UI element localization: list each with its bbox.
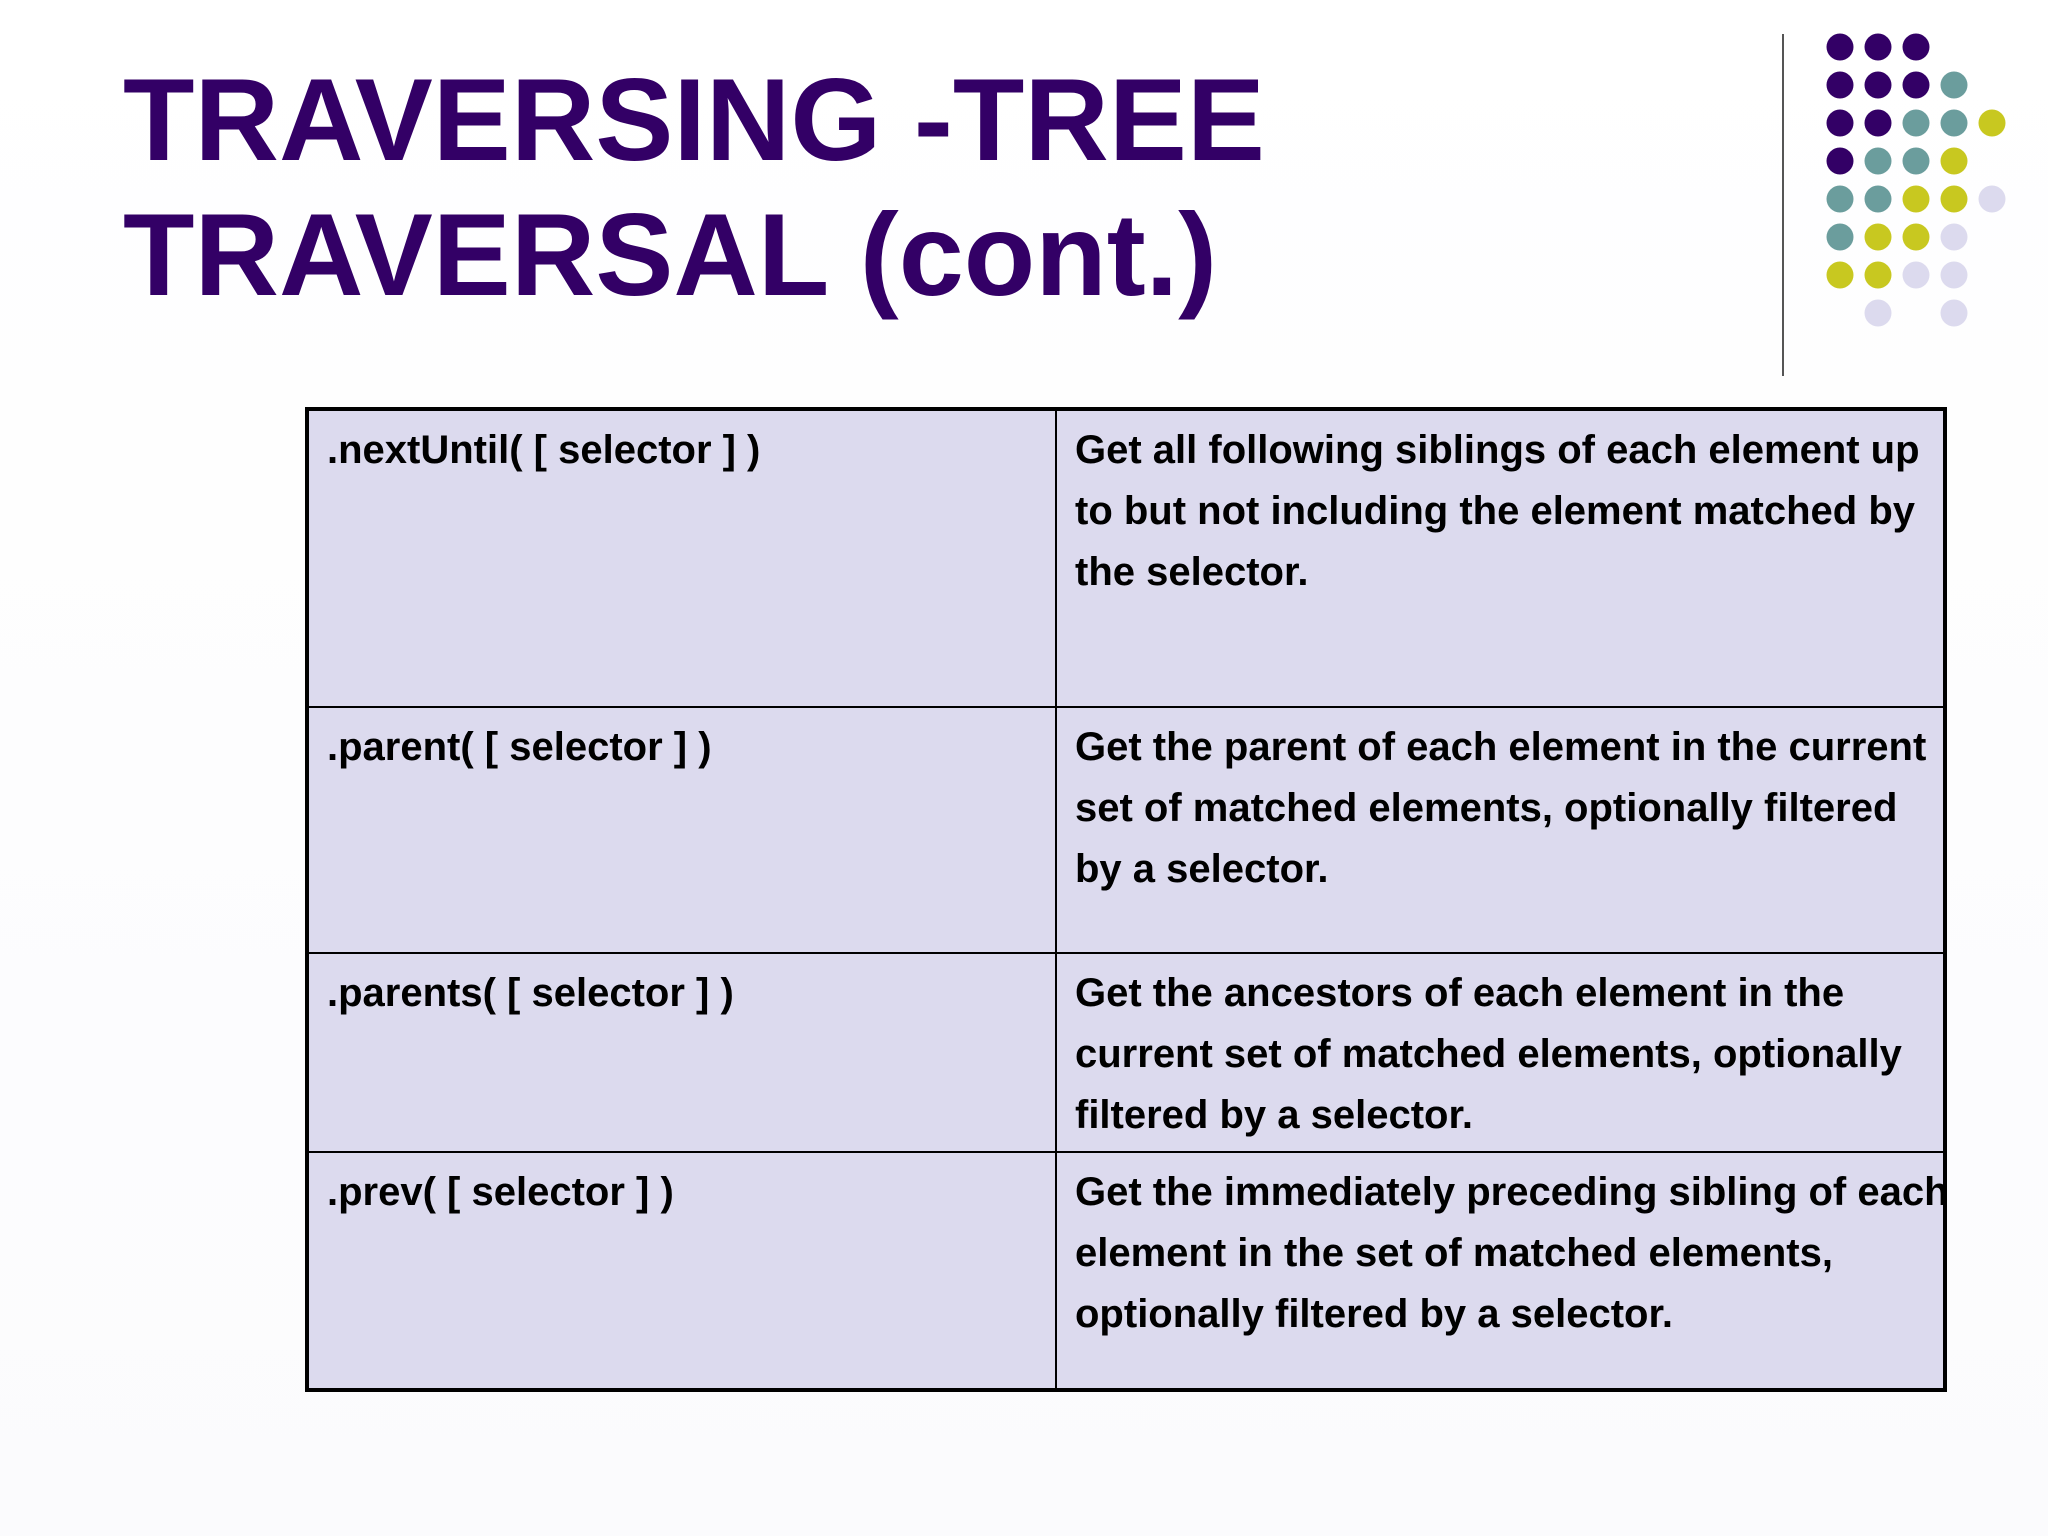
table-row [309,1152,1943,1388]
methods-table [305,407,1947,1392]
description-line: element in the set of matched elements, [1075,1231,1833,1275]
description-cell [1056,953,1943,1152]
description-line: to but not including the element matched by [1075,489,1916,533]
method-name: .nextUntil( [ selector ] ) [327,428,761,472]
method-name: .parent( [ selector ] ) [327,725,712,769]
method-name: .parents( [ selector ] ) [327,971,734,1015]
title-line-2: TRAVERSAL (cont.) [123,189,1218,320]
method-cell [309,707,1056,953]
description-line: Get the ancestors of each element in the [1075,971,1845,1015]
method-cell [309,953,1056,1152]
description-cell [1056,411,1943,707]
description-line: the selector. [1075,550,1309,594]
description-line: Get all following siblings of each element up [1075,428,1920,472]
description-line: optionally filtered by a selector. [1075,1292,1673,1336]
table-row [309,411,1943,707]
description-cell [1056,1152,1949,1388]
title-divider [1782,34,1784,376]
description-line: filtered by a selector. [1075,1093,1473,1137]
description-line: Get the immediately preceding sibling of each [1075,1170,1949,1214]
method-name: .prev( [ selector ] ) [327,1170,674,1214]
description-line: by a selector. [1075,847,1329,891]
description-line: set of matched elements, optionally filtered [1075,786,1898,830]
title-line-1: TRAVERSING -TREE [123,54,1265,185]
description-cell [1056,707,1943,953]
description-line: Get the parent of each element in the current [1075,725,1927,769]
table-row [309,707,1943,953]
table-row [309,953,1943,1152]
method-cell [309,1152,1056,1388]
description-line: current set of matched elements, optionally [1075,1032,1902,1076]
slide-title [123,52,1723,322]
method-cell [309,411,1056,707]
